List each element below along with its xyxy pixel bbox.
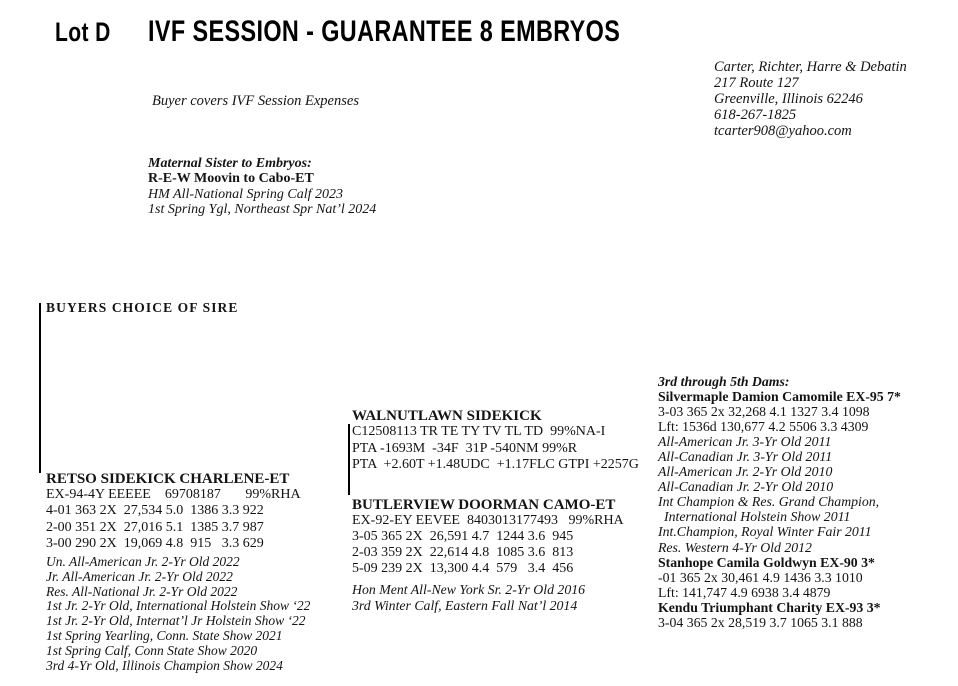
maternal-sister-block (148, 156, 376, 217)
third-dam-award-line: All-American Jr. 2-Yr Old 2010 (658, 464, 833, 480)
third-dam-record-line: 3-03 365 2x 32,268 4.1 1327 3.4 1098 (658, 404, 870, 420)
third-dam-award-line: Int Champion & Res. Grand Champion, (658, 494, 880, 510)
consignor-address-line2: Greenville, Illinois 62246 (714, 90, 863, 107)
dam-awards-list (46, 555, 310, 673)
third-dam-award-line: International Holstein Show 2011 (664, 509, 851, 525)
sire-name: WALNUTLAWN SIDEKICK (352, 408, 542, 424)
second-dam-block (352, 497, 624, 577)
third-dam-award-line: All-Canadian Jr. 2-Yr Old 2010 (658, 479, 834, 495)
third-dam-award-line: Int.Champion, Royal Winter Fair 2011 (658, 524, 872, 540)
sire-record-line: PTA +2.60T +1.48UDC +1.17FLC GTPI +2257G (352, 457, 639, 473)
second-dam-awards-list (352, 582, 585, 613)
buyers-choice-of-sire-label: BUYERS CHOICE OF SIRE (46, 300, 239, 315)
third-through-fifth-dams-block (658, 374, 901, 630)
fifth-dam-record-line: 3-04 365 2x 28,519 3.7 1065 3.1 888 (658, 614, 863, 630)
second-dam-record-line: 2-03 359 2X 22,614 4.8 1085 3.6 813 (352, 545, 574, 561)
second-dam-record-line: 3-05 365 2X 26,591 4.7 1244 3.6 945 (352, 529, 574, 545)
dam-award-line: 1st Spring Yearling, Conn. State Show 2021 (46, 627, 283, 643)
third-dam-award-line: All-Canadian Jr. 3-Yr Old 2011 (658, 449, 833, 465)
dam-award-line: Res. All-National Jr. 2-Yr Old 2022 (46, 583, 238, 599)
third-dam-name: Silvermaple Damion Camomile EX-95 7* (658, 389, 901, 405)
third-dam-record-line: Lft: 1536d 130,677 4.2 5506 3.3 4309 (658, 419, 869, 435)
second-dam-record-line: EX-92-EY EEVEE 8403013177493 99%RHA (352, 513, 624, 529)
dam-award-line: 1st Jr. 2-Yr Old, Internat’l Jr Holstein Show ‘22 (46, 613, 306, 629)
maternal-sister-name: R-E-W Moovin to Cabo-ET (148, 171, 314, 187)
lot-label: Lot D (55, 17, 111, 47)
consignor-email: tcarter908@yahoo.com (714, 122, 852, 139)
consignor-address-line1: 217 Route 127 (714, 74, 799, 91)
consignor-contact-block (714, 60, 907, 140)
consignor-phone: 618-267-1825 (714, 106, 797, 123)
second-dam-award-line: Hon Ment All-New York Sr. 2-Yr Old 2016 (352, 582, 586, 597)
dam-record-line: 4-01 363 2X 27,534 5.0 1386 3.3 922 (46, 503, 264, 519)
dam-award-line: Jr. All-American Jr. 2-Yr Old 2022 (46, 568, 233, 584)
second-dam-record-line: 5-09 239 2X 13,300 4.4 579 3.4 456 (352, 561, 574, 577)
consignor-name: Carter, Richter, Harre & Debatin (714, 59, 907, 75)
dam-award-line: Un. All-American Jr. 2-Yr Old 2022 (46, 554, 240, 569)
dam-award-line: 1st Jr. 2-Yr Old, International Holstein Show ‘22 (46, 598, 311, 614)
dam-award-line: 3rd 4-Yr Old, Illinois Champion Show 2024 (46, 657, 283, 673)
sire-block (352, 408, 639, 474)
third-dam-award-line: Res. Western 4-Yr Old 2012 (658, 539, 812, 555)
maternal-sister-heading: Maternal Sister to Embryos: (148, 156, 312, 171)
dam-award-line: 1st Spring Calf, Conn State Show 2020 (46, 642, 258, 658)
page-title: IVF SESSION - GUARANTEE 8 EMBRYOS (148, 15, 621, 48)
third-dams-heading: 3rd through 5th Dams: (658, 374, 790, 389)
third-dam-award-line: All-American Jr. 3-Yr Old 2011 (658, 434, 832, 450)
pedigree-bracket-left-line (39, 303, 41, 473)
dam-name: RETSO SIDEKICK CHARLENE-ET (46, 471, 290, 487)
maternal-sister-award: 1st Spring Ygl, Northeast Spr Nat’l 2024 (148, 201, 377, 217)
dam-record-line: 3-00 290 2X 19,069 4.8 915 3.3 629 (46, 535, 264, 551)
dam-record-line: 2-00 351 2X 27,016 5.1 1385 3.7 987 (46, 519, 264, 535)
fifth-dam-name: Kendu Triumphant Charity EX-93 3* (658, 599, 881, 615)
dam-block (46, 471, 301, 552)
fourth-dam-record-line: -01 365 2x 30,461 4.9 1436 3.3 1010 (658, 569, 863, 585)
dam-record-line: EX-94-4Y EEEEE 69708187 99%RHA (46, 487, 301, 503)
second-dam-name: BUTLERVIEW DOORMAN CAMO-ET (352, 497, 616, 513)
sire-record-line: PTA -1693M -34F 31P -540NM 99%R (352, 440, 578, 456)
maternal-sister-award: HM All-National Spring Calf 2023 (148, 186, 343, 202)
second-dam-award-line: 3rd Winter Calf, Eastern Fall Nat’l 2014 (352, 597, 578, 613)
fourth-dam-name: Stanhope Camila Goldwyn EX-90 3* (658, 554, 875, 570)
expense-note: Buyer covers IVF Session Expenses (152, 93, 359, 109)
fourth-dam-record-line: Lft: 141,747 4.9 6938 3.4 4879 (658, 584, 831, 600)
pedigree-bracket-middle-line (348, 424, 350, 495)
sire-record-line: C12508113 TR TE TY TV TL TD 99%NA-I (352, 424, 606, 440)
